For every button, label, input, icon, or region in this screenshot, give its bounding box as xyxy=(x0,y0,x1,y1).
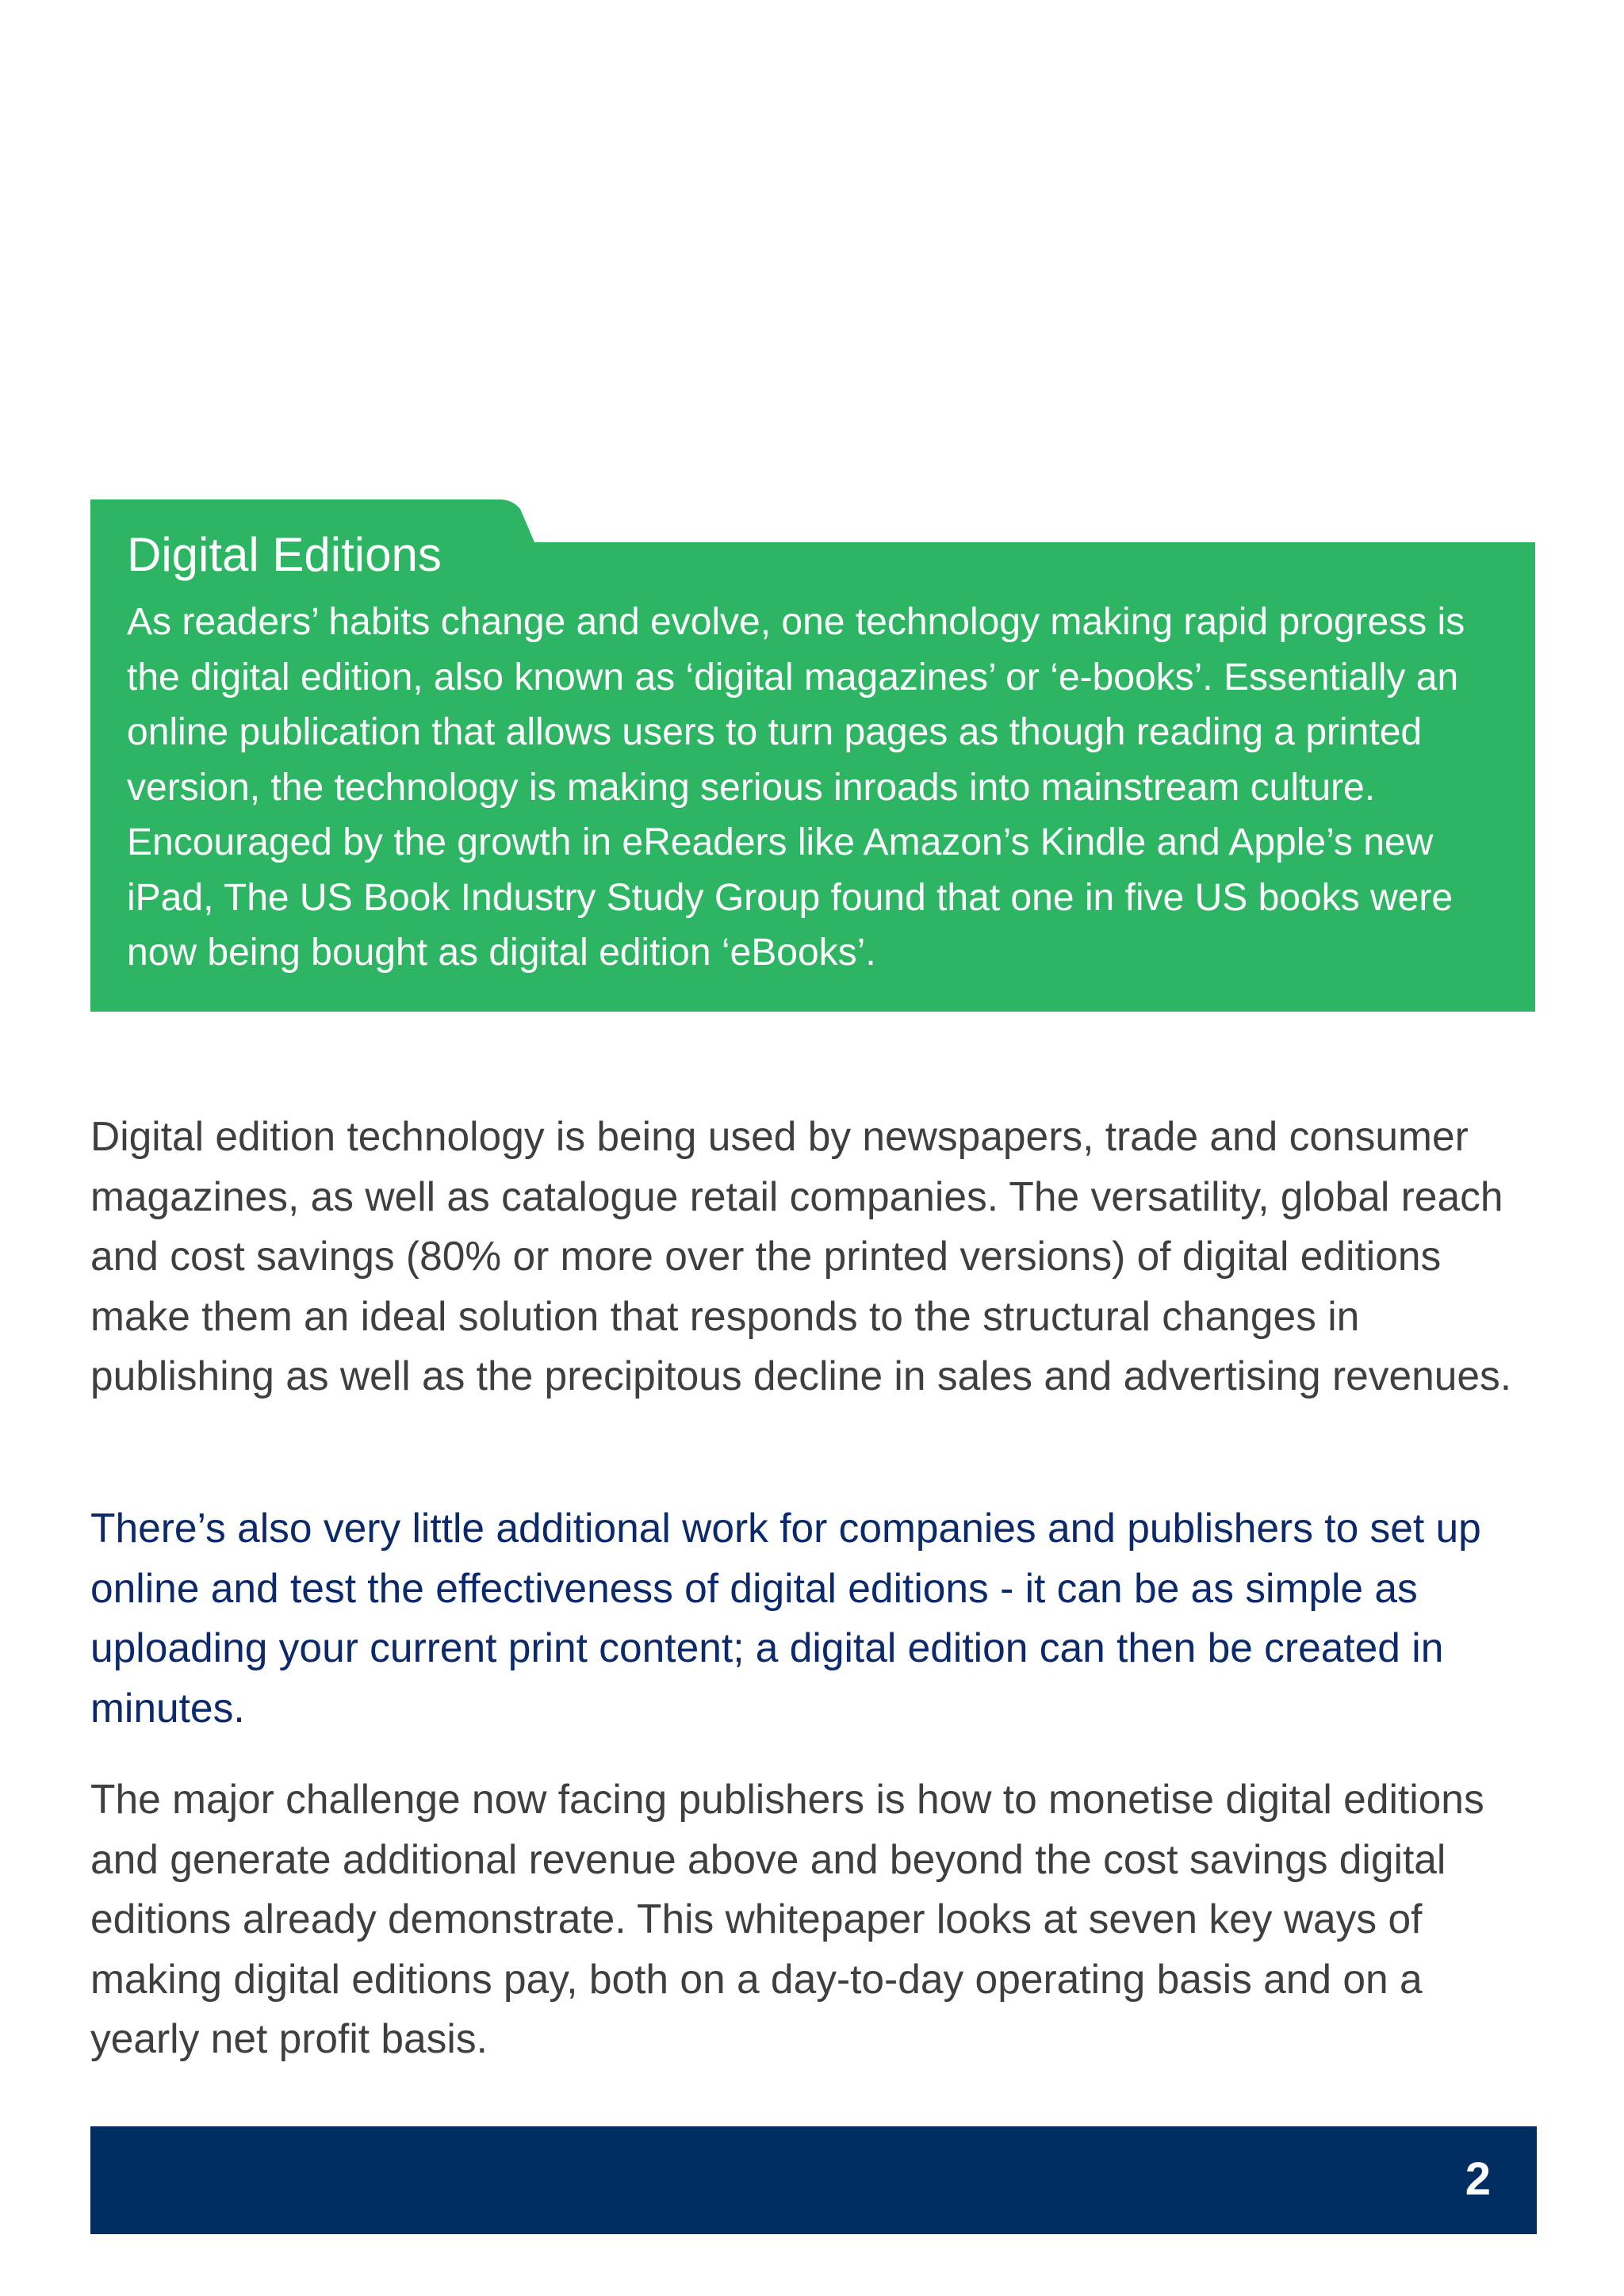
footer-bar xyxy=(90,2126,1537,2234)
digital-editions-callout xyxy=(90,499,1535,1012)
paragraph-highlight: There’s also very little additional work for companies and publishers to set up online and test the effectiveness of digital editions - it can be as simple as uploading your current print content; a digital edition can then be created in minutes. xyxy=(90,1505,1481,1731)
page-number: 2 xyxy=(1465,2153,1491,2205)
paragraph-challenge: The major challenge now facing publishers is how to monetise digital editions and generate additional revenue above and beyond the cost savings digital editions already demonstrate. This whitepaper looks at seven key ways of making digital editions pay, both on a day-to-day operating basis and on a yearly net profit basis. xyxy=(90,1776,1484,2061)
paragraph-usage: Digital edition technology is being used by newspapers, trade and consumer magazines, as well as catalogue retail companies. The versatility, global reach and cost savings (80% or more over the printed versions) of digital editions make them an ideal solution that responds to the structural changes in publishing as well as the precipitous decline in sales and advertising revenues. xyxy=(90,1113,1512,1399)
callout-body: As readers’ habits change and evolve, one technology making rapid progress is the digital edition, also known as ‘digital magazines’ or ‘e-books’. Essentially an online publication that allows users to turn pages as though reading a printed version, the technology is making serious inroads into mainstream culture. Encouraged by the growth in eReaders like Amazon’s Kindle and Apple’s new iPad, The US Book Industry Study Group found that one in five US books were now being bought as digital edition ‘eBooks’. xyxy=(127,601,1465,974)
callout-title: Digital Editions xyxy=(127,528,442,581)
